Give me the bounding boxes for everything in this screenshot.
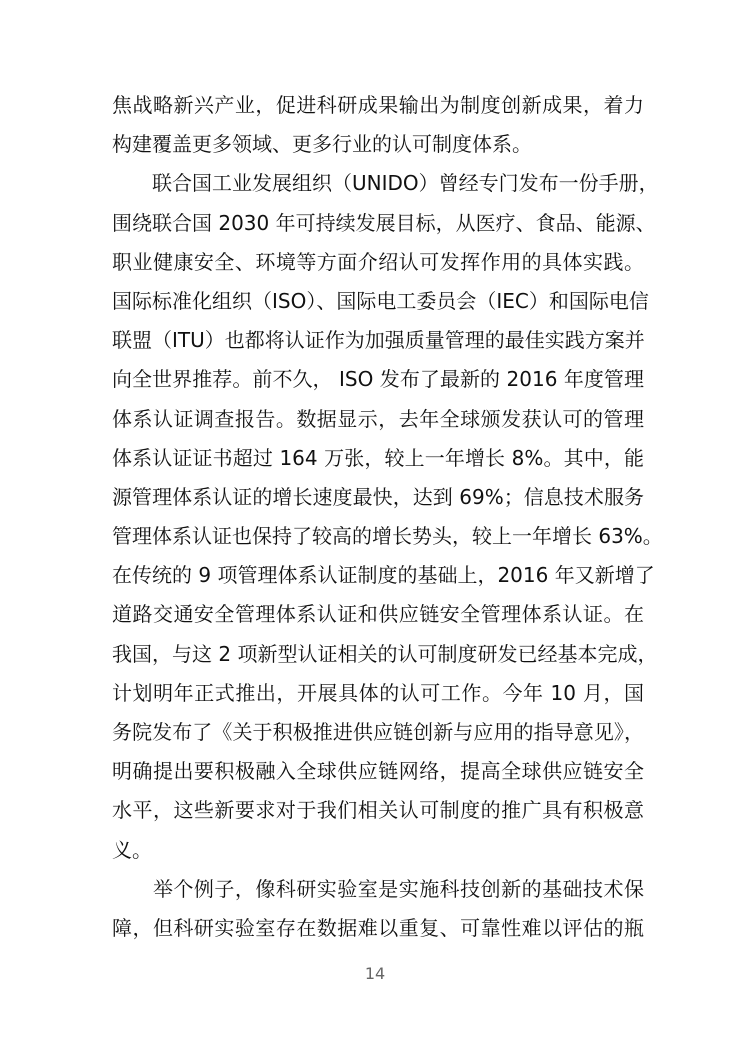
text-line: 源管理体系认证的增长速度最快，达到 69%；信息技术服务 (112, 484, 644, 509)
text-line: 水平，这些新要求对于我们相关认可制度的推广具有积极意 (112, 798, 644, 823)
text-line: 国际标准化组织（ISO）、国际电工委员会（IEC）和国际电信 (112, 288, 649, 313)
text-line: 义。 (112, 837, 152, 862)
text-line: 管理体系认证也保持了较高的增长势头，较上一年增长 63%。 (112, 524, 663, 549)
text-line: 焦战略新兴产业，促进科研成果输出为制度创新成果，着力 (112, 93, 644, 117)
text-line: 联盟（ITU）也都将认证作为加强质量管理的最佳实践方案并 (112, 328, 645, 353)
text-line: 体系认证证书超过 164 万张，较上一年增长 8%。其中，能 (112, 445, 644, 470)
text-line: 障，但科研实验室存在数据难以重复、可靠性难以评估的瓶 (112, 915, 644, 940)
body-text (112, 86, 663, 948)
text-line: 我国，与这 2 项新型认证相关的认可制度研发已经基本完成， (112, 641, 658, 666)
text-line: 向全世界推荐。前不久， ISO 发布了最新的 2016 年度管理 (112, 367, 644, 392)
text-line: 务院发布了《关于积极推进供应链创新与应用的指导意见》， (112, 720, 644, 744)
text-line: 体系认证调查报告。数据显示，去年全球颁发获认可的管理 (112, 406, 644, 431)
text-line: 道路交通安全管理体系认证和供应链安全管理体系认证。在 (112, 602, 644, 627)
text-line: 联合国工业发展组织（UNIDO）曾经专门发布一份手册， (112, 171, 659, 196)
text-line: 计划明年正式推出，开展具体的认可工作。今年 10 月，国 (112, 680, 644, 705)
text-line: 构建覆盖更多领域、更多行业的认可制度体系。 (112, 132, 532, 157)
page-number: 14 (364, 964, 386, 983)
text-line: 在传统的 9 项管理体系认证制度的基础上，2016 年又新增了 (112, 563, 655, 588)
text-line: 明确提出要积极融入全球供应链网络，提高全球供应链安全 (112, 759, 644, 784)
text-line: 举个例子，像科研实验室是实施科技创新的基础技术保 (112, 876, 644, 901)
text-line: 围绕联合国 2030 年可持续发展目标，从医疗、食品、能源、 (112, 210, 656, 235)
text-line: 职业健康安全、环境等方面介绍认可发挥作用的具体实践。 (112, 249, 644, 274)
